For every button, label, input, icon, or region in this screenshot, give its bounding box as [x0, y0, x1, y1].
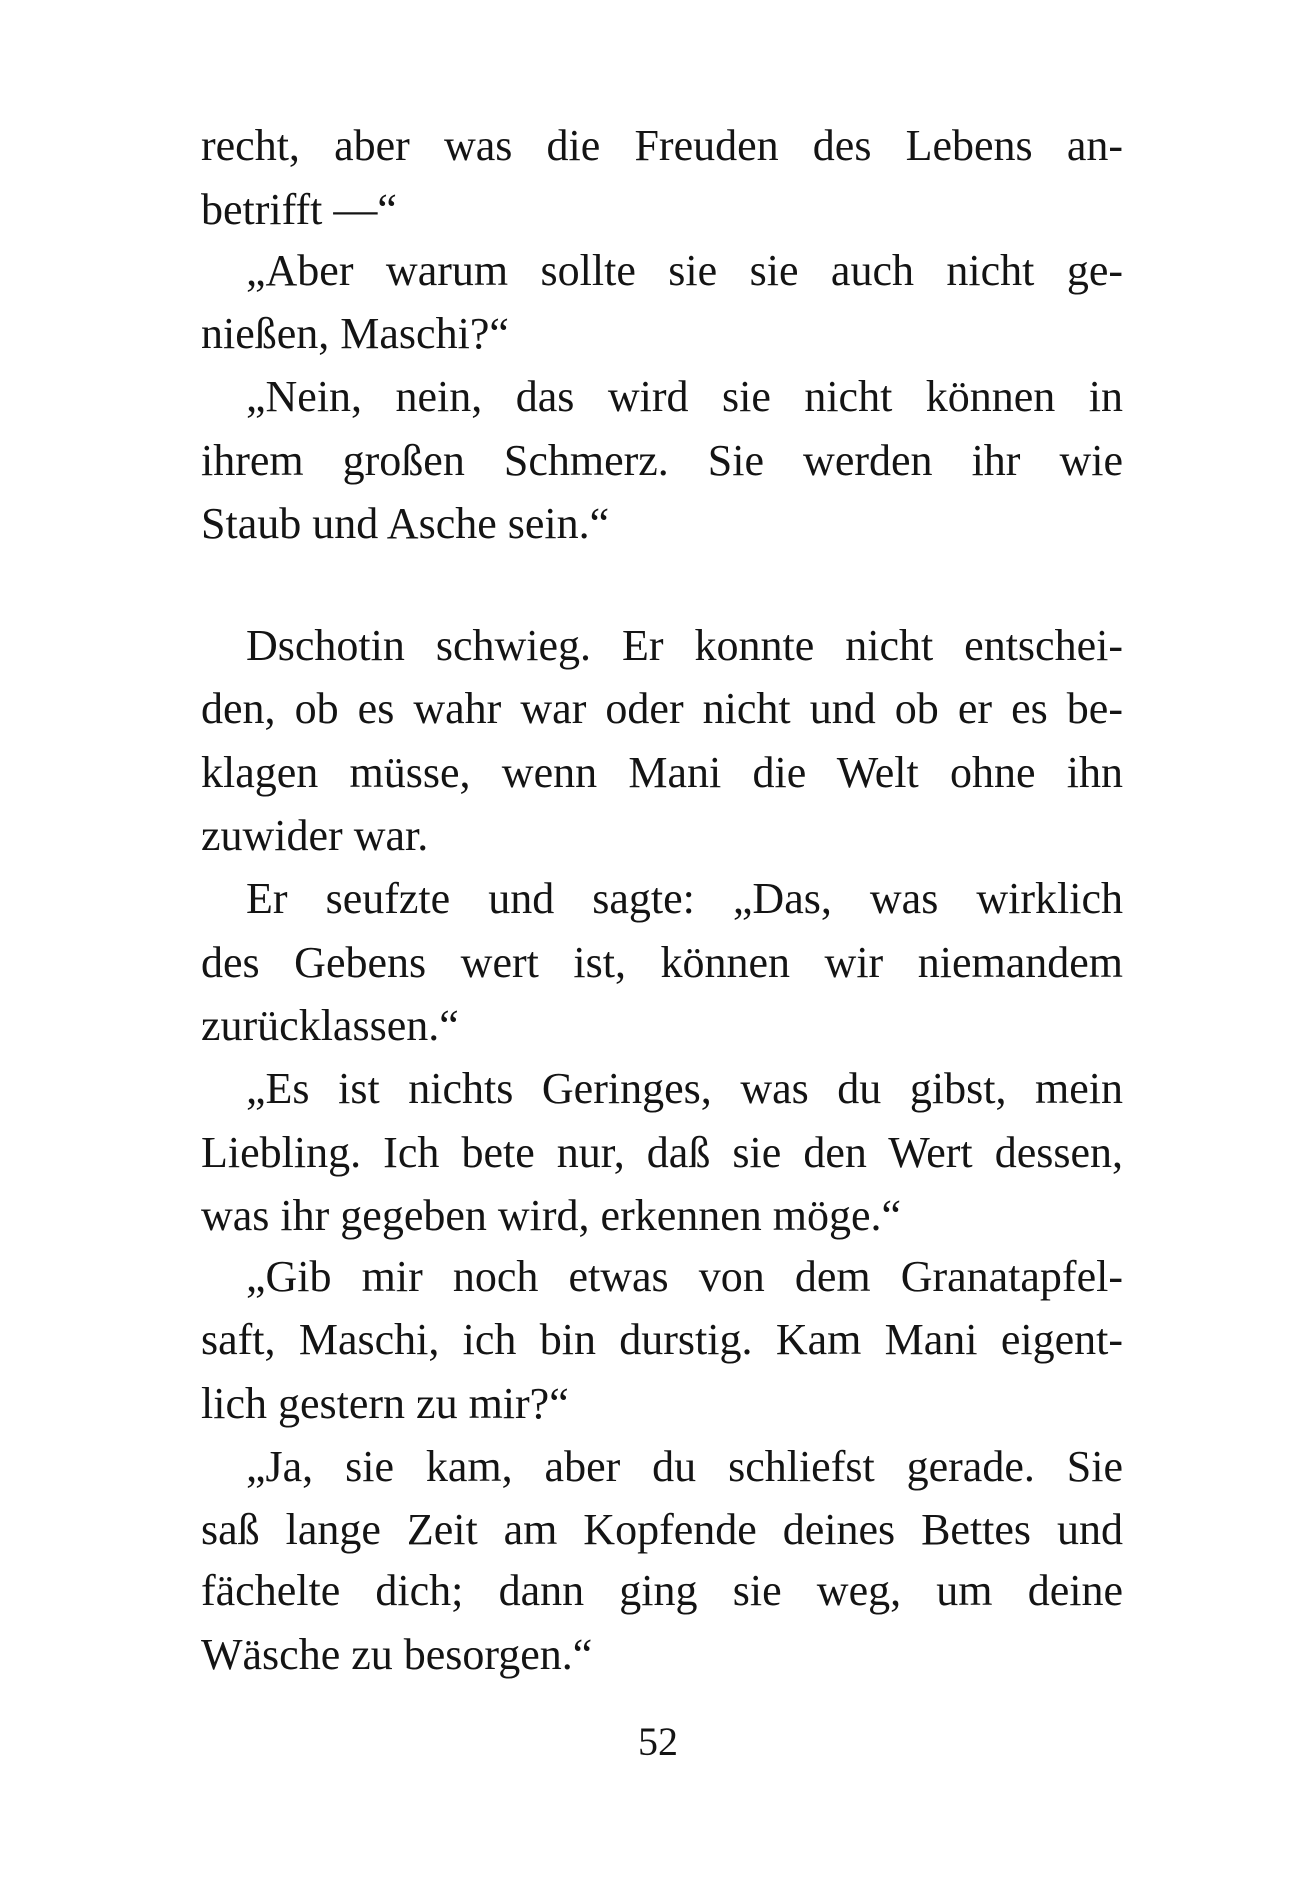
text-line: „Nein, nein, das wird sie nicht können in — [246, 372, 1123, 421]
text-line: saß lange Zeit am Kopfende deines Bettes und — [201, 1505, 1123, 1554]
text-line: „Es ist nichts Geringes, was du gibst, mein — [246, 1064, 1123, 1113]
text-line: „Aber warum sollte sie sie auch nicht ge- — [246, 246, 1123, 295]
text-line: Wäsche zu besorgen.“ — [201, 1630, 593, 1679]
text-line: „Ja, sie kam, aber du schliefst gerade. Sie — [246, 1442, 1123, 1491]
text-line: „Gib mir noch etwas von dem Granatapfel- — [246, 1252, 1123, 1301]
text-line: was ihr gegeben wird, erkennen möge.“ — [201, 1191, 902, 1240]
text-line: Dschotin schwieg. Er konnte nicht entschei- — [246, 621, 1123, 670]
text-line: betrifft —“ — [201, 185, 397, 234]
text-line: fächelte dich; dann ging sie weg, um deine — [201, 1566, 1123, 1615]
text-line: Staub und Asche sein.“ — [201, 499, 610, 548]
text-line: nießen, Maschi?“ — [201, 309, 509, 358]
text-line: saft, Maschi, ich bin durstig. Kam Mani eigent- — [201, 1315, 1123, 1364]
text-line: klagen müsse, wenn Mani die Welt ohne ihn — [201, 748, 1123, 797]
text-line: recht, aber was die Freuden des Lebens an- — [201, 121, 1123, 170]
text-line: zurücklassen.“ — [201, 1001, 459, 1050]
page-number: 52 — [638, 1719, 678, 1764]
text-line: Er seufzte und sagte: „Das, was wirklich — [246, 874, 1123, 923]
text-line: den, ob es wahr war oder nicht und ob er es be- — [201, 684, 1123, 733]
text-line: Liebling. Ich bete nur, daß sie den Wert dessen, — [201, 1128, 1123, 1177]
text-line: ihrem großen Schmerz. Sie werden ihr wie — [201, 436, 1123, 485]
text-line: zuwider war. — [201, 811, 429, 860]
text-line: des Gebens wert ist, können wir niemandem — [201, 938, 1123, 987]
text-line: lich gestern zu mir?“ — [201, 1379, 569, 1428]
